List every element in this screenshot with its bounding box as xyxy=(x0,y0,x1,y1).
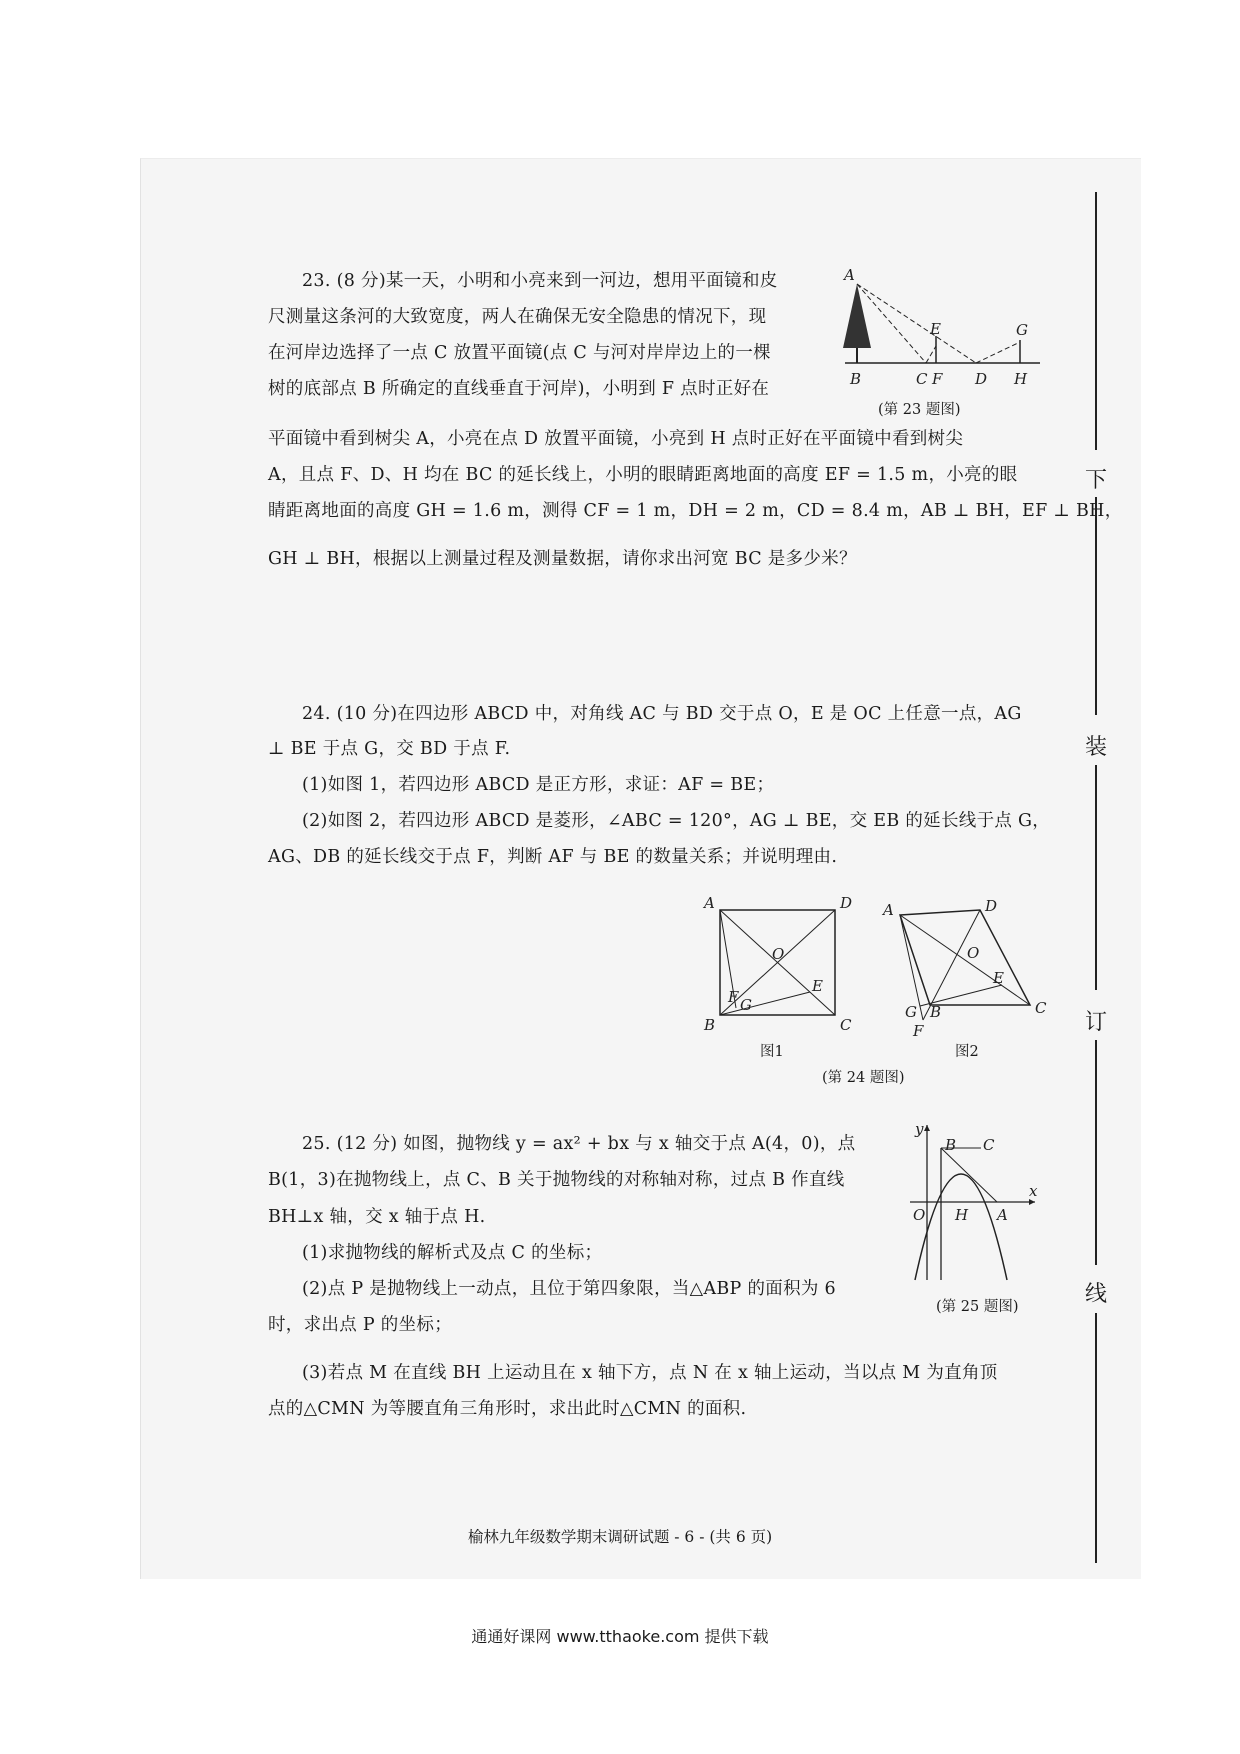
fig1-label-E: E xyxy=(812,977,823,995)
q23-label-C: C xyxy=(916,370,928,388)
binding-char-xia: 下 xyxy=(1084,468,1107,493)
fig1-label-O: O xyxy=(772,945,785,963)
q25-label-H: H xyxy=(955,1206,969,1224)
q24-line-4: (2)如图 2，若四边形 ABCD 是菱形，∠ABC = 120°，AG ⊥ BE，交 EB 的延长线于点 G， xyxy=(302,811,1051,831)
q25-figure xyxy=(905,1120,1040,1290)
q25-line-5: (2)点 P 是抛物线上一动点，且位于第四象限，当△ABP 的面积为 6 xyxy=(302,1279,836,1299)
q24-line-3: (1)如图 1，若四边形 ABCD 是正方形，求证：AF = BE； xyxy=(302,775,775,795)
fig1-label-B: B xyxy=(704,1016,716,1034)
q24-fig1-caption: 图1 xyxy=(760,1044,784,1060)
binding-char-zhuang: 装 xyxy=(1084,735,1107,760)
q23-line-1: 23. (8 分)某一天，小明和小亮来到一河边，想用平面镜和皮 xyxy=(302,271,778,291)
q23-line-6: A，且点 F、D、H 均在 BC 的延长线上，小明的眼睛距离地面的高度 EF = 1.5 m，小亮的眼 xyxy=(268,465,1018,485)
q25-label-C: C xyxy=(983,1136,995,1154)
q23-label-F: F xyxy=(932,370,943,388)
q24-fig2-caption: 图2 xyxy=(955,1044,979,1060)
q24-figure-2 xyxy=(875,895,1050,1045)
fig1-label-C: C xyxy=(840,1016,852,1034)
download-credit: 通通好课网 www.tthaoke.com 提供下载 xyxy=(471,1627,769,1646)
q23-label-H: H xyxy=(1014,370,1028,388)
q25-line-8: 点的△CMN 为等腰直角三角形时，求出此时△CMN 的面积. xyxy=(268,1399,747,1419)
q23-label-E: E xyxy=(930,320,941,338)
binding-char-xian: 线 xyxy=(1084,1282,1107,1307)
q25-line-7: (3)若点 M 在直线 BH 上运动且在 x 轴下方，点 N 在 x 轴上运动，当以点 M 为直角顶 xyxy=(302,1363,998,1383)
fig2-label-A: A xyxy=(883,901,894,919)
q25-line-1: 25. (12 分) 如图，抛物线 y = ax² + bx 与 x 轴交于点 A(4，0)，点 xyxy=(302,1134,856,1154)
q25-label-x: x xyxy=(1029,1182,1038,1200)
binding-line-segment xyxy=(1095,497,1097,715)
fig2-label-O: O xyxy=(967,944,980,962)
q23-line-5: 平面镜中看到树尖 A，小亮在点 D 放置平面镜，小亮到 H 点时正好在平面镜中看到树尖 xyxy=(268,429,964,449)
fig1-label-A: A xyxy=(704,894,715,912)
q23-label-B: B xyxy=(850,370,862,388)
binding-char-ding: 订 xyxy=(1084,1010,1107,1035)
q25-label-B: B xyxy=(945,1136,957,1154)
fig2-label-F: F xyxy=(913,1022,924,1040)
q25-line-4: (1)求抛物线的解析式及点 C 的坐标； xyxy=(302,1243,603,1263)
q25-figure-caption: (第 25 题图) xyxy=(936,1299,1019,1315)
q23-label-A: A xyxy=(844,266,855,284)
binding-line-segment xyxy=(1095,192,1097,450)
q24-line-1: 24. (10 分)在四边形 ABCD 中，对角线 AC 与 BD 交于点 O，E 是 OC 上任意一点，AG xyxy=(302,704,1022,724)
q24-figure-1 xyxy=(700,895,865,1040)
q23-line-3: 在河岸边选择了一点 C 放置平面镜(点 C 与河对岸岸边上的一棵 xyxy=(268,343,771,363)
q23-line-4: 树的底部点 B 所确定的直线垂直于河岸)，小明到 F 点时正好在 xyxy=(268,379,770,399)
q23-figure xyxy=(830,268,1045,418)
q25-label-A: A xyxy=(997,1206,1008,1224)
q23-line-7: 睛距离地面的高度 GH = 1.6 m，测得 CF = 1 m，DH = 2 m，CD = 8.4 m，AB ⊥ BH，EF ⊥ BH， xyxy=(268,501,1123,521)
fig2-label-B: B xyxy=(930,1003,942,1021)
q23-label-G: G xyxy=(1016,321,1028,339)
binding-line-segment xyxy=(1095,765,1097,990)
page-footer: 榆林九年级数学期末调研试题 - 6 - (共 6 页) xyxy=(467,1528,773,1546)
q23-figure-caption: (第 23 题图) xyxy=(878,402,961,418)
q25-label-y: y xyxy=(915,1120,924,1138)
q23-line-8: GH ⊥ BH，根据以上测量过程及测量数据，请你求出河宽 BC 是多少米？ xyxy=(268,549,857,569)
q25-line-6: 时，求出点 P 的坐标； xyxy=(268,1315,452,1335)
fig1-label-D: D xyxy=(840,894,853,912)
q24-line-5: AG、DB 的延长线交于点 F，判断 AF 与 BE 的数量关系；并说明理由. xyxy=(268,847,838,867)
fig1-label-G: G xyxy=(740,996,752,1014)
q23-label-D: D xyxy=(975,370,988,388)
fig2-label-G: G xyxy=(905,1003,917,1021)
fig2-label-C: C xyxy=(1035,999,1047,1017)
binding-line-segment xyxy=(1095,1040,1097,1265)
q25-line-2: B(1，3)在抛物线上，点 C、B 关于抛物线的对称轴对称，过点 B 作直线 xyxy=(268,1170,845,1190)
fig2-label-E: E xyxy=(993,969,1004,987)
q24-line-2: ⊥ BE 于点 G，交 BD 于点 F. xyxy=(268,739,511,759)
fig2-label-D: D xyxy=(985,897,998,915)
fig1-label-F: F xyxy=(728,988,739,1006)
q25-label-O: O xyxy=(913,1206,926,1224)
tree-icon xyxy=(843,284,871,348)
q23-line-2: 尺测量这条河的大致宽度，两人在确保无安全隐患的情况下，现 xyxy=(268,307,767,327)
q24-figure-caption: (第 24 题图) xyxy=(822,1070,905,1086)
q25-line-3: BH⊥x 轴，交 x 轴于点 H. xyxy=(268,1207,486,1227)
